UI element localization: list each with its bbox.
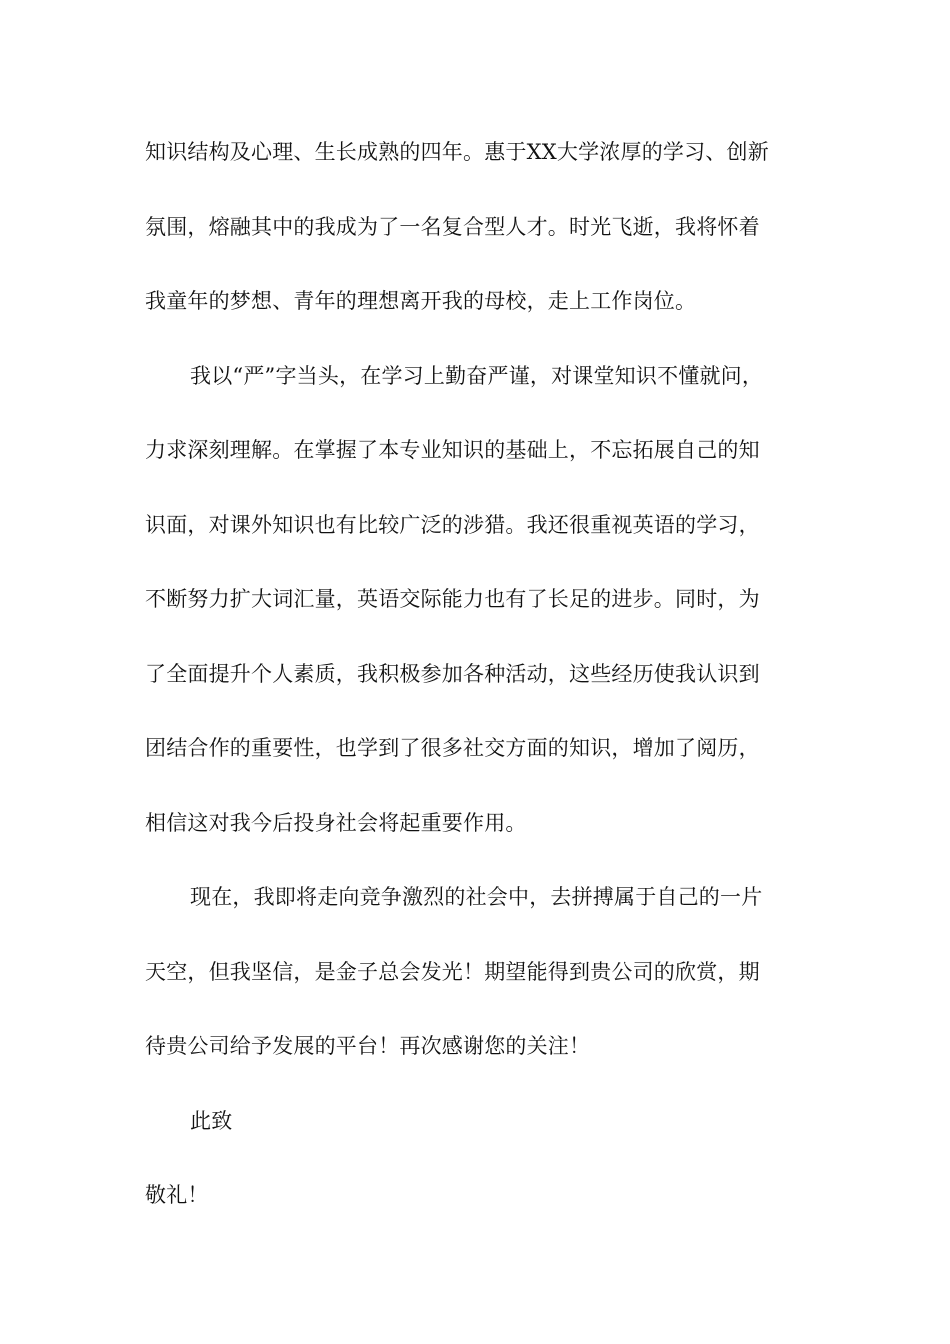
text-line: 团结合作的重要性，也学到了很多社交方面的知识，增加了阅历，: [145, 736, 760, 760]
text-line: 天空，但我坚信，是金子总会发光！期望能得到贵公司的欣赏，期: [145, 959, 760, 984]
closing-salutation: 此致: [190, 1108, 233, 1133]
paragraph-start-line: 现在，我即将走向竞争激烈的社会中，去拼搏属于自己的一片: [190, 885, 763, 909]
text-line: 力求深刻理解。在掌握了本专业知识的基础上，不忘拓展自己的知: [145, 438, 760, 462]
text-line: 知识结构及心理、生长成熟的四年。惠于XX大学浓厚的学习、创新: [145, 140, 769, 164]
text-line: 待贵公司给予发展的平台！再次感谢您的关注！: [145, 1034, 591, 1058]
text-line: 我童年的梦想、青年的理想离开我的母校，走上工作岗位。: [145, 289, 697, 313]
letter-body: [145, 132, 845, 1250]
text-line: 识面，对课外知识也有比较广泛的涉猎。我还很重视英语的学习，: [145, 512, 760, 537]
text-line: 氛围，熔融其中的我成为了一名复合型人才。时光飞逝，我将怀着: [145, 214, 760, 239]
text-line: 了全面提升个人素质，我积极参加各种活动，这些经历使我认识到: [145, 661, 760, 686]
text-line: 相信这对我今后投身社会将起重要作用。: [145, 810, 527, 835]
paragraph-start-line: 我以“严”字当头，在学习上勤奋严谨，对课堂知识不懂就问，: [190, 363, 764, 388]
closing-regards: 敬礼！: [145, 1183, 209, 1207]
text-line: 不断努力扩大词汇量，英语交际能力也有了长足的进步。同时，为: [145, 587, 760, 611]
